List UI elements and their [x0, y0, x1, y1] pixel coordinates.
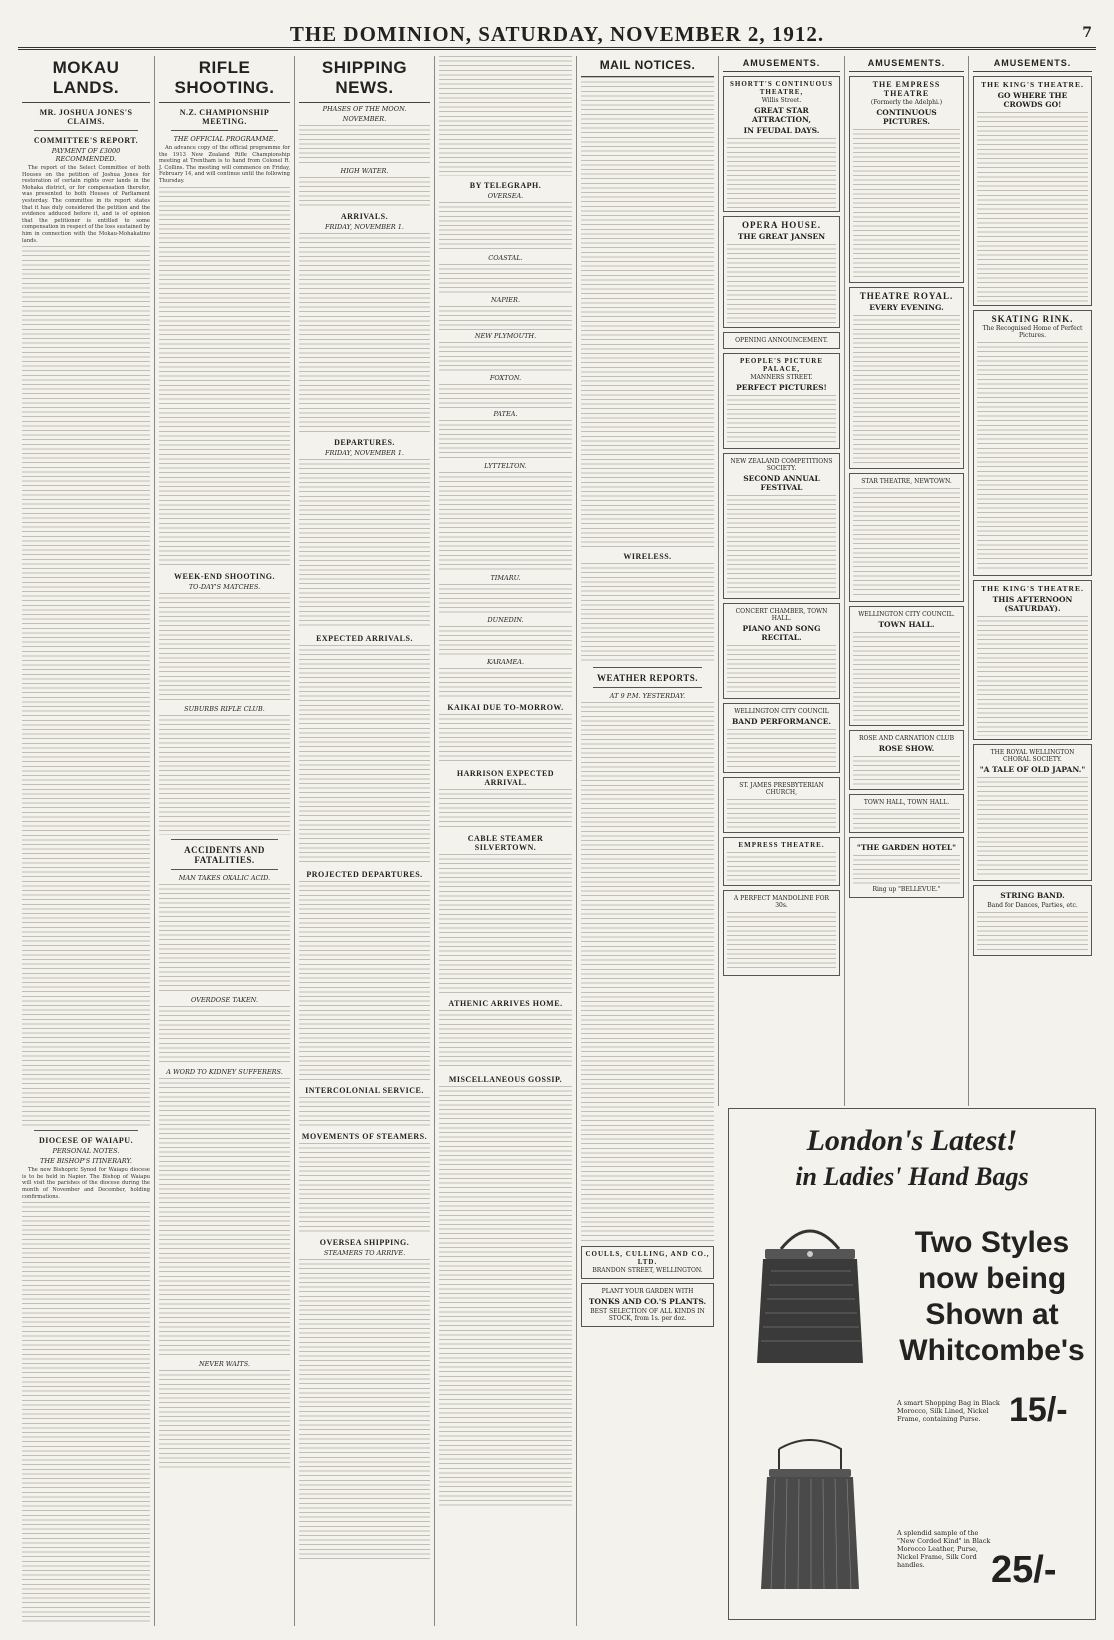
karamea-head: KARAMEA.	[486, 658, 525, 666]
wireless-head: WIRELESS.	[623, 552, 672, 561]
arrivals-head: ARRIVALS.	[340, 212, 389, 221]
kings-2-lines	[977, 616, 1088, 736]
mandoline-ad	[723, 890, 840, 976]
rose-big: ROSE SHOW.	[878, 744, 935, 753]
high-water-lines	[299, 177, 430, 207]
mandoline-lines	[727, 912, 836, 972]
empress-sunday-ad	[723, 837, 840, 886]
band-lines	[727, 729, 836, 769]
section-weekend: WEEK-END SHOOTING.	[173, 571, 275, 581]
newspaper-title: THE DOMINION, SATURDAY, NOVEMBER 2, 1912.	[289, 22, 825, 46]
dunedin-lines	[439, 626, 572, 656]
projected-departures-head: PROJECTED DEPARTURES.	[306, 870, 423, 879]
peoples-picture-ad	[723, 353, 840, 449]
headline-mokau: MOKAU LANDS.	[22, 56, 150, 103]
kings-title: THE KING'S THEATRE.	[981, 80, 1084, 89]
intercolonial-lines	[299, 1097, 430, 1127]
choral-society-ad	[973, 744, 1092, 881]
empress-big: CONTINUOUS PICTURES.	[876, 108, 937, 126]
kings-theatre-2-ad	[973, 580, 1092, 740]
column-shipping-telegraph	[434, 56, 576, 1626]
kings-2-title: THE KING'S THEATRE.	[981, 584, 1084, 593]
mandoline-title: A PERFECT MANDOLINE FOR 30s.	[733, 895, 830, 909]
napier-lines	[439, 306, 572, 330]
kaikai-lines	[439, 714, 572, 764]
sub-never-waits: NEVER WAITS.	[198, 1359, 251, 1368]
subhead-claims: MR. JOSHUA JONES'S CLAIMS.	[39, 108, 133, 126]
by-telegraph-head: BY TELEGRAPH.	[469, 181, 542, 190]
handbag-advertisement	[728, 1108, 1096, 1620]
section-programme: THE OFFICIAL PROGRAMME.	[173, 135, 276, 143]
peoples-sub: MANNERS STREET.	[750, 374, 813, 381]
town-hall-lines	[853, 632, 960, 722]
departures-date: FRIDAY, NOVEMBER 1.	[325, 449, 404, 457]
masthead	[18, 10, 1096, 50]
sub-overdose: OVERDOSE TAKEN.	[191, 995, 258, 1004]
town-hall-2-title: TOWN HALL, TOWN HALL.	[863, 799, 950, 806]
town-hall-ad	[849, 606, 964, 726]
lyttelton-lines	[439, 472, 572, 572]
oversea-tel-lines	[439, 202, 572, 252]
mail-lines	[581, 77, 714, 547]
departures-lines	[299, 459, 430, 629]
opera-big: THE GREAT JANSEN	[737, 232, 826, 241]
column-shipping	[294, 56, 434, 1626]
town-hall-2-lines	[853, 809, 960, 829]
coulls-title: COULLS, CULLING, AND CO., LTD.	[585, 1250, 710, 1266]
amusements-head-3: AMUSEMENTS.	[973, 56, 1092, 72]
lead-payment: PAYMENT OF £3000 RECOMMENDED.	[51, 147, 121, 163]
string-band-lines	[977, 912, 1088, 952]
garden-hotel-ad	[849, 837, 964, 898]
kings-theatre-ad	[973, 76, 1092, 306]
column-mokau	[18, 56, 154, 1626]
opening-title: OPENING ANNOUNCEMENT.	[735, 337, 828, 344]
column-amusements-1	[718, 56, 844, 1106]
tonks-ad	[581, 1283, 714, 1327]
bag-price-1: 15/-	[1009, 1391, 1068, 1429]
garden-hotel-lines	[853, 855, 960, 885]
string-band-sub: Band for Dances, Parties, etc.	[987, 902, 1078, 909]
st-james-ad	[723, 777, 840, 833]
harrison-lines	[439, 789, 572, 829]
kings-2-big: THIS AFTERNOON (SATURDAY).	[992, 595, 1073, 613]
sub-suburbs: SUBURBS RIFLE CLUB.	[184, 704, 265, 713]
sub-todays-matches: TO-DAY'S MATCHES.	[188, 582, 261, 591]
shortts-sub: Willis Street.	[761, 97, 802, 104]
bag-slogan: Two Styles now being Shown at Whitcombe's	[899, 1226, 1085, 1367]
skating-lines	[977, 342, 1088, 572]
patea-head: PATEA.	[493, 410, 518, 418]
expected-lines	[299, 645, 430, 865]
new-plymouth-head: NEW PLYMOUTH.	[474, 332, 537, 340]
movements-lines	[299, 1143, 430, 1233]
article-mokau: The report of the Select Committee of both Houses on the petition of Joshua Jones for restoration of certain rights over lands in the Mohaka district, or for compensation therefor, was presented to both Houses of Parliament yesterday. The committee in its report states that it has duly considered the petition and the evidence adduced before it, and is of opinion that the petitioner is entitled to some compensation in respect of the loss sustained by him in connection with the Mokau-Mohakatino lands.	[22, 165, 150, 244]
headline-accidents: ACCIDENTS AND FATALITIES.	[184, 844, 265, 865]
rose-show-ad	[849, 730, 964, 790]
garden-hotel-sub: Ring up "BELLEVUE."	[872, 886, 941, 893]
choral-title: THE ROYAL WELLINGTON CHORAL SOCIETY.	[990, 749, 1075, 763]
athenic-head: ATHENIC ARRIVES HOME.	[448, 999, 563, 1008]
article-waiapu: The new Bishopric Synod for Waiapu diocese is to be held in Napier. The Bishop of Waiapu will visit the parishes of the diocese during the month of November and December, holding confirmations.	[22, 1167, 150, 1200]
kaikai-head: KAIKAI DUE TO-MORROW.	[447, 703, 564, 712]
opening-ad	[723, 332, 840, 349]
article-rifle: An advance copy of the official programme for the 1913 New Zealand Rifle Championship meeting at Trentham is to hand from Colonel R. J. Collins. The meeting will commence on Friday, February 14, and will continue until the following Thursday.	[159, 145, 290, 184]
royal-big: EVERY EVENING.	[869, 303, 944, 312]
bishop-itinerary: THE BISHOP'S ITINERARY.	[40, 1157, 132, 1166]
gossip-head: MISCELLANEOUS GOSSIP.	[448, 1075, 563, 1084]
string-band-ad	[973, 885, 1092, 956]
competitions-ad	[723, 453, 840, 599]
projected-lines	[299, 881, 430, 1081]
opera-lines	[727, 244, 836, 324]
movements-head: MOVEMENTS OF STEAMERS.	[301, 1132, 428, 1141]
bag-headline-2: in Ladies' Hand Bags	[795, 1162, 1029, 1191]
empress-sunday-lines	[727, 852, 836, 882]
empress-ad	[849, 76, 964, 283]
handbag-illustration-1	[751, 1219, 869, 1373]
empress-sub: (Formerly the Adelphi.)	[870, 99, 943, 106]
moon-month: NOVEMBER.	[342, 115, 387, 123]
competitions-lines	[727, 495, 836, 595]
article-rifle-lines	[159, 187, 290, 567]
shortts-lines	[727, 138, 836, 208]
sub-oxalic: MAN TAKES OXALIC ACID.	[178, 873, 271, 882]
concert-chamber-ad	[723, 603, 840, 699]
column-rifle	[154, 56, 294, 1626]
skating-sub: The Recognised Home of Perfect Pictures.	[982, 325, 1083, 339]
expected-arrivals-head: EXPECTED ARRIVALS.	[316, 634, 413, 643]
section-waiapu: DIOCESE OF WAIAPU.	[38, 1136, 134, 1146]
oversea-head: OVERSEA.	[487, 192, 524, 200]
amusements-head-1: AMUSEMENTS.	[723, 56, 840, 72]
moon-phases: PHASES OF THE MOON.	[322, 105, 407, 113]
suburbs-lines	[159, 715, 290, 835]
sub-kidney: A WORD TO KIDNEY SUFFERERS.	[166, 1067, 283, 1076]
town-hall-2-ad	[849, 794, 964, 833]
bag-headline	[729, 1123, 1095, 1195]
peoples-title: PEOPLE'S PICTURE PALACE,	[739, 357, 824, 373]
column-amusements-2	[844, 56, 968, 1106]
shortts-ad	[723, 76, 840, 212]
competitions-big: SECOND ANNUAL FESTIVAL	[743, 474, 820, 492]
wireless-lines	[581, 563, 714, 663]
star-theatre-ad	[849, 473, 964, 602]
high-water: HIGH WATER.	[340, 167, 389, 175]
concert-lines	[727, 645, 836, 695]
tonks-title: PLANT YOUR GARDEN WITH	[601, 1288, 694, 1295]
handbag-illustration-2	[751, 1439, 869, 1599]
personal-notes: PERSONAL NOTES.	[52, 1147, 120, 1156]
section-committee: COMMITTEE'S REPORT.	[33, 136, 139, 145]
steamers-to-arrive: STEAMERS TO ARRIVE.	[323, 1249, 406, 1257]
column-mail	[576, 56, 718, 1626]
opera-title: OPERA HOUSE.	[741, 220, 821, 230]
arrivals-date: FRIDAY, NOVEMBER 1.	[325, 223, 404, 231]
gossip-lines	[439, 1086, 572, 1506]
napier-head: NAPIER.	[490, 296, 521, 304]
never-waits-lines	[159, 1370, 290, 1470]
competitions-title: NEW ZEALAND COMPETITIONS SOCIETY.	[730, 458, 833, 472]
royal-lines	[853, 315, 960, 465]
headline-weather: WEATHER REPORTS.	[596, 673, 699, 683]
coulls-address: BRANDON STREET, WELLINGTON.	[592, 1267, 703, 1274]
rose-title: ROSE AND CARNATION CLUB	[859, 735, 954, 742]
timaru-head: TIMARU.	[490, 574, 521, 582]
town-hall-title: WELLINGTON CITY COUNCIL.	[858, 611, 955, 618]
foxton-lines	[439, 384, 572, 408]
empress-title: THE EMPRESS THEATRE	[872, 80, 941, 98]
subhead-championship: N.Z. CHAMPIONSHIP MEETING.	[179, 108, 270, 126]
article-waiapu-lines	[22, 1202, 150, 1622]
band-title: WELLINGTON CITY COUNCIL	[734, 708, 829, 715]
oxalic-lines	[159, 884, 290, 994]
kidney-lines	[159, 1078, 290, 1358]
bag-price-2: 25/-	[991, 1549, 1057, 1591]
silvertown-lines	[439, 854, 572, 994]
shortts-title: SHORTT'S CONTINUOUS THEATRE,	[730, 80, 833, 96]
st-james-lines	[727, 799, 836, 829]
oversea-shipping-head: OVERSEA SHIPPING.	[319, 1238, 410, 1247]
skating-title: SKATING RINK.	[991, 314, 1074, 324]
theatre-royal-ad	[849, 287, 964, 469]
shortts-big2: IN FEUDAL DAYS.	[743, 126, 820, 135]
headline-mail: MAIL NOTICES.	[581, 56, 714, 77]
overdose-lines	[159, 1006, 290, 1066]
coulls-ad	[581, 1246, 714, 1279]
harrison-head: HARRISON EXPECTED ARRIVAL.	[456, 769, 555, 787]
column-amusements-3	[968, 56, 1096, 1106]
choral-big: "A TALE OF OLD JAPAN."	[979, 765, 1086, 774]
misc-lines	[581, 1042, 714, 1242]
star-title: STAR THEATRE, NEWTOWN.	[861, 478, 952, 485]
royal-title: THEATRE ROYAL.	[859, 291, 954, 301]
bag-desc-1: A smart Shopping Bag in Black Morocco, Silk Lined, Nickel Frame, containing Purse.	[897, 1399, 1000, 1423]
peoples-lines	[727, 395, 836, 445]
kings-lines	[977, 112, 1088, 302]
coastal-lines	[439, 264, 572, 294]
shortts-big: GREAT STAR ATTRACTION,	[752, 106, 811, 124]
athenic-lines	[439, 1010, 572, 1070]
headline-shipping: SHIPPING NEWS.	[299, 56, 430, 103]
continued-lines	[439, 56, 572, 176]
lyttelton-head: LYTTELTON.	[484, 462, 527, 470]
silvertown-head: CABLE STEAMER SILVERTOWN.	[467, 834, 544, 852]
tonks-line: TONKS AND CO.'S PLANTS.	[588, 1297, 707, 1306]
empress-lines	[853, 129, 960, 279]
city-council-band-ad	[723, 703, 840, 773]
empress-sunday-title: EMPRESS THEATRE.	[738, 841, 825, 849]
tonks-sub: BEST SELECTION OF ALL KINDS IN STOCK, from 1s. per doz.	[590, 1308, 705, 1322]
page-number: 7	[1082, 25, 1092, 41]
new-plymouth-lines	[439, 342, 572, 372]
amusements-head-2: AMUSEMENTS.	[849, 56, 964, 72]
dunedin-head: DUNEDIN.	[487, 616, 524, 624]
intercolonial-head: INTERCOLONIAL SERVICE.	[305, 1086, 424, 1095]
moon-lines	[299, 125, 430, 165]
headline-rifle: RIFLE SHOOTING.	[159, 56, 290, 103]
coastal-head: COASTAL.	[488, 254, 523, 262]
town-hall-big: TOWN HALL.	[878, 620, 935, 629]
skating-rink-ad	[973, 310, 1092, 576]
concert-title: CONCERT CHAMBER, TOWN HALL.	[735, 608, 828, 622]
karamea-lines	[439, 668, 572, 698]
st-james-title: ST. JAMES PRESBYTERIAN CHURCH,	[739, 782, 824, 796]
weather-lines	[581, 702, 714, 1042]
weather-time: AT 9 P.M. YESTERDAY.	[609, 692, 686, 700]
star-lines	[853, 488, 960, 598]
garden-hotel-title: "THE GARDEN HOTEL"	[856, 843, 957, 852]
oversea-lines	[299, 1259, 430, 1559]
patea-lines	[439, 420, 572, 460]
bag-desc-2: A splendid sample of the "New Corded Kind" in Black Morocco Leather, Purse, Nickel Frame, Silk Cord handles.	[897, 1529, 991, 1569]
arrivals-lines	[299, 233, 430, 433]
foxton-head: FOXTON.	[489, 374, 522, 382]
string-band-title: STRING BAND.	[1000, 891, 1065, 900]
kings-big: GO WHERE THE CROWDS GO!	[997, 91, 1068, 109]
rose-lines	[853, 756, 960, 786]
choral-lines	[977, 777, 1088, 877]
peoples-big: PERFECT PICTURES!	[736, 383, 827, 392]
opera-house-ad	[723, 216, 840, 328]
bag-headline-1: London's Latest!	[806, 1124, 1018, 1157]
matches-lines	[159, 593, 290, 703]
band-big: BAND PERFORMANCE.	[731, 717, 832, 726]
timaru-lines	[439, 584, 572, 614]
concert-big: PIANO AND SONG RECITAL.	[742, 624, 821, 642]
article-body-lines	[22, 246, 150, 1126]
departures-head: DEPARTURES.	[334, 438, 395, 447]
